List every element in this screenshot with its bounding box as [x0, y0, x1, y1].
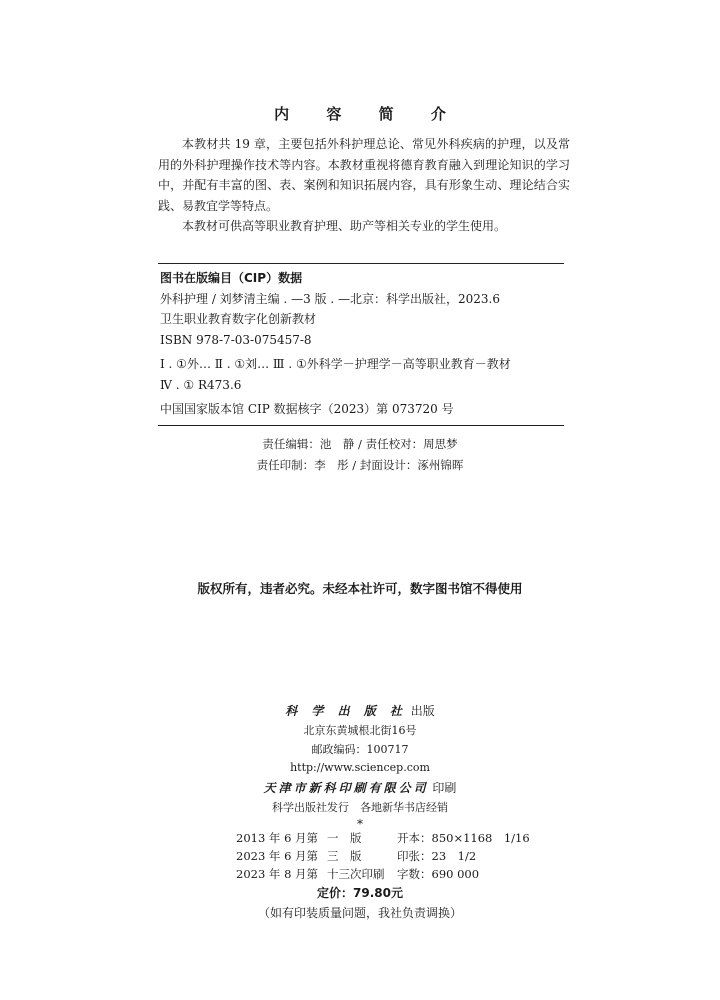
- cip-classification: Ⅰ . ①外… Ⅱ . ①刘… Ⅲ . ①外科学－护理学－高等职业教育－教材: [160, 357, 511, 371]
- cip-record-number: 中国国家版本馆 CIP 数据核字（2023）第 073720 号: [160, 402, 454, 416]
- postcode: 邮政编码：100717: [311, 742, 409, 756]
- cip-block: [158, 263, 564, 426]
- distribution-line: 科学出版社发行 各地新华书店经销: [272, 800, 448, 814]
- price-block: [0, 883, 720, 923]
- publisher-url: http://www.sciencep.com: [290, 761, 430, 774]
- edition-spec: 字数：690 000: [397, 867, 480, 881]
- cip-line: 卫生职业教育数字化创新教材: [160, 312, 317, 326]
- quality-note: （如有印装质量问题，我社负责调换）: [257, 906, 462, 920]
- cip-line: 外科护理 / 刘梦清主编 . —3 版 . —北京：科学出版社，2023.6: [160, 291, 500, 306]
- editorial-credits: [0, 434, 720, 476]
- cip-heading: 图书在版编目（CIP）数据: [160, 271, 303, 285]
- edition-row: [236, 847, 530, 865]
- price-label: 定价：79.80元: [317, 886, 403, 900]
- separator-star: *: [357, 817, 363, 831]
- edition-date: 2023 年 6 月第: [236, 849, 319, 863]
- edition-table: [236, 829, 530, 883]
- edition-row: [236, 865, 530, 883]
- edition-number: 十三次印刷: [327, 867, 385, 881]
- credit-line: 责任印制：李 彤 / 封面设计：涿州锦晖: [256, 458, 464, 472]
- printer-suffix: 印刷: [432, 780, 457, 795]
- edition-date: 2023 年 8 月第: [236, 867, 319, 881]
- edition-spec: 印张：23 1/2: [397, 849, 477, 863]
- edition-spec: 开本：850×1168 1/16: [397, 831, 530, 845]
- edition-row: [236, 829, 530, 847]
- credit-line: 责任编辑：池 静 / 责任校对：周思梦: [262, 437, 458, 451]
- cip-line: ISBN 978-7-03-075457-8: [160, 332, 312, 347]
- summary-paragraph: 本教材共 19 章，主要包括外科护理总论、常见外科疾病的护理，以及常用的外科护理操作技术等内容。本教材重视将德育教育融入到理论知识的学习中，并配有丰富的图、表、案例和知识拓展内容，具有形象生动、理论结合实践、易教宜学等特点。: [158, 137, 570, 213]
- printer-name: 天津市新科印刷有限公司: [263, 780, 429, 795]
- page-title: 内 容 简 介: [274, 105, 462, 123]
- copyright-notice: 版权所有，违者必究。未经本社许可，数字图书馆不得使用: [197, 581, 523, 596]
- edition-number: 三 版: [327, 849, 362, 863]
- cip-classification: Ⅳ . ① R473.6: [160, 377, 242, 392]
- publisher-name: 科 学 出 版 社: [285, 704, 407, 718]
- printer-line: [0, 778, 720, 799]
- publisher-address: 北京东黄城根北街16号: [303, 724, 417, 737]
- summary-paragraph: 本教材可供高等职业教育护理、助产等相关专业的学生使用。: [182, 219, 507, 233]
- publisher-suffix: 出版: [410, 704, 435, 718]
- edition-number: 一 版: [327, 831, 362, 845]
- edition-date: 2013 年 6 月第: [236, 831, 319, 845]
- summary-section: [158, 134, 570, 237]
- colophon: [0, 701, 720, 831]
- publisher-line: [0, 701, 720, 722]
